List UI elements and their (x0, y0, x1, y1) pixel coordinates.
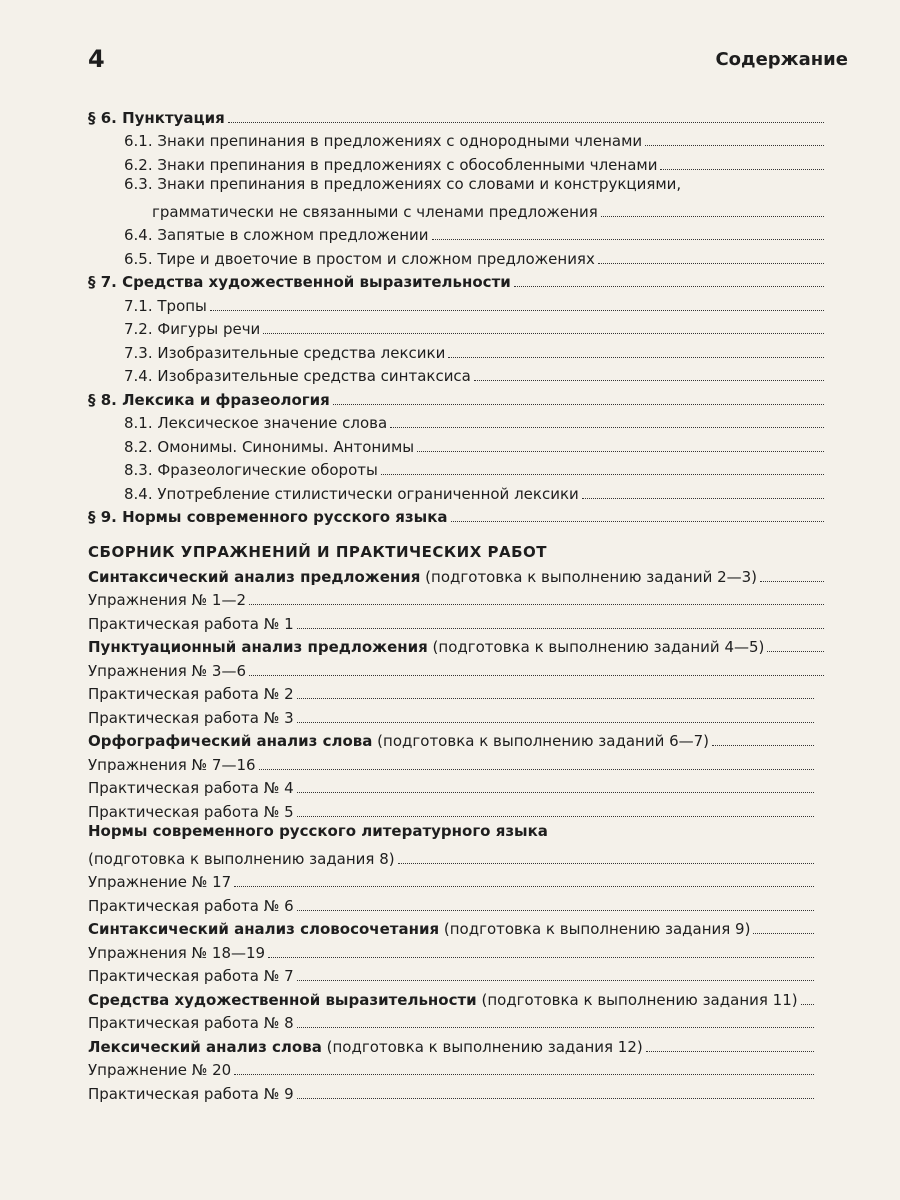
dot-leader (263, 333, 824, 334)
toc-group-note: (подготовка к выполнению заданий 4—5) (427, 638, 765, 656)
dot-leader (767, 651, 824, 652)
toc-group-note: (подготовка к выполнению заданий 6—7) (372, 732, 710, 750)
toc-label: 6.4. Запятые в сложном предложении (124, 226, 429, 244)
dot-leader (249, 675, 824, 676)
toc-group-title: Нормы современного русского литературного языка (88, 821, 548, 840)
toc-label: Практическая работа № 1 (88, 614, 294, 633)
toc-entry (88, 457, 846, 481)
toc-entry (88, 480, 846, 504)
toc-group-note: (подготовка к выполнению заданий 2—3) (420, 567, 758, 586)
toc-group-title: Синтаксический анализ предложения (88, 567, 421, 586)
toc-group-title: Лексический анализ слова (88, 1037, 322, 1056)
toc-label: Упражнения № 7—16 (88, 755, 256, 774)
toc-label: Практическая работа № 9 (88, 1084, 294, 1103)
toc-label: § 7. Средства художественной выразительности (88, 273, 511, 291)
dot-leader (432, 239, 824, 240)
dot-leader (645, 145, 824, 146)
dot-leader (297, 816, 815, 817)
dot-leader (474, 380, 824, 381)
toc-entry-line1 (88, 175, 846, 199)
toc-group (88, 563, 846, 587)
table-of-contents (88, 104, 846, 1104)
dot-leader (582, 498, 824, 499)
collection-heading: СБОРНИК УПРАЖНЕНИЙ И ПРАКТИЧЕСКИХ РАБОТ (88, 543, 548, 561)
toc-entry (88, 587, 846, 611)
dot-leader (297, 910, 815, 911)
toc-group-note: (подготовка к выполнению задания 12) (321, 1037, 643, 1056)
dot-leader (760, 581, 824, 582)
toc-label: Упражнения № 1—2 (88, 591, 247, 609)
toc-section-7 (88, 269, 846, 293)
toc-label: 8.3. Фразеологические обороты (124, 461, 378, 479)
toc-group (88, 1033, 846, 1057)
toc-entry (88, 1080, 846, 1104)
running-title: Содержание (715, 48, 848, 70)
page-header (88, 44, 848, 74)
toc-entry (88, 363, 846, 387)
toc-label: § 6. Пунктуация (88, 108, 225, 127)
dot-leader (297, 1098, 815, 1099)
toc-entry (88, 610, 846, 634)
toc-entry (88, 775, 846, 799)
toc-section-6 (88, 104, 846, 128)
toc-label: Практическая работа № 6 (88, 896, 294, 915)
dot-leader (390, 427, 824, 428)
toc-group-line2 (88, 845, 846, 869)
toc-label: Практическая работа № 2 (88, 685, 294, 703)
toc-entry (88, 1010, 846, 1034)
toc-label: 6.3. Знаки препинания в предложениях со словами и конструкциями, (124, 174, 682, 193)
toc-label: 6.2. Знаки препинания в предложениях с обособленными членами (124, 155, 658, 174)
toc-label: Упражнение № 17 (88, 873, 232, 891)
dot-leader (801, 1004, 815, 1005)
toc-label: § 8. Лексика и фразеология (88, 390, 330, 409)
dot-leader (234, 1074, 814, 1075)
toc-page (817, 0, 846, 1104)
toc-label: 8.1. Лексическое значение слова (124, 414, 388, 432)
toc-entry (88, 410, 846, 434)
dot-leader (297, 792, 815, 793)
toc-entry (88, 681, 846, 705)
dot-leader (297, 1027, 815, 1028)
toc-entry (88, 798, 846, 822)
dot-leader (646, 1051, 815, 1052)
toc-label: Практическая работа № 3 (88, 708, 294, 727)
toc-label: грамматически не связанными с членами предложения (152, 202, 598, 221)
dot-leader (297, 628, 824, 629)
toc-entry (88, 939, 846, 963)
dot-leader (598, 263, 824, 264)
toc-entry (88, 657, 846, 681)
dot-leader (210, 310, 824, 311)
dot-leader (398, 863, 815, 864)
dot-leader (514, 286, 824, 287)
dot-leader (451, 521, 824, 522)
toc-label: 8.2. Омонимы. Синонимы. Антонимы (124, 437, 415, 456)
toc-label: Практическая работа № 7 (88, 967, 294, 985)
dot-leader (333, 404, 824, 405)
toc-group (88, 634, 846, 658)
toc-group-title: Орфографический анализ слова (88, 732, 373, 750)
toc-entry (88, 222, 846, 246)
toc-entry (88, 869, 846, 893)
toc-label: Практическая работа № 4 (88, 779, 294, 797)
dot-leader (228, 122, 824, 123)
toc-entry (88, 751, 846, 775)
dot-leader (234, 886, 814, 887)
toc-group-title: Пунктуационный анализ предложения (88, 638, 428, 656)
toc-entry (88, 704, 846, 728)
dot-leader (297, 722, 815, 723)
toc-entry (88, 151, 846, 175)
toc-entry (88, 316, 846, 340)
toc-entry-line2 (88, 198, 846, 222)
toc-label: 7.3. Изобразительные средства лексики (124, 343, 446, 362)
toc-group-title: Синтаксический анализ словосочетания (88, 920, 440, 938)
page-number: 4 (88, 45, 105, 73)
toc-section-9 (88, 504, 846, 528)
toc-entry (88, 292, 846, 316)
toc-label: 6.1. Знаки препинания в предложениях с однородными членами (124, 132, 643, 150)
toc-entry (88, 963, 846, 987)
toc-label: § 9. Нормы современного русского языка (88, 508, 448, 526)
toc-group (88, 986, 846, 1010)
toc-label: Упражнения № 3—6 (88, 661, 247, 680)
toc-label: 7.4. Изобразительные средства синтаксиса (124, 367, 471, 385)
dot-leader (601, 216, 824, 217)
toc-group-title: Средства художественной выразительности (88, 990, 477, 1009)
toc-label: 6.5. Тире и двоеточие в простом и сложном предложениях (124, 249, 595, 268)
dot-leader (448, 357, 824, 358)
toc-group (88, 916, 846, 940)
toc-label: Упражнение № 20 (88, 1061, 232, 1079)
toc-label: 7.1. Тропы (124, 296, 207, 315)
dot-leader (381, 474, 824, 475)
toc-group (88, 728, 846, 752)
toc-group-note: (подготовка к выполнению задания 8) (88, 849, 395, 868)
toc-entry (88, 339, 846, 363)
toc-entry (88, 433, 846, 457)
toc-group-note: (подготовка к выполнению задания 9) (439, 920, 751, 938)
toc-label: Практическая работа № 8 (88, 1014, 294, 1032)
toc-section-8 (88, 386, 846, 410)
toc-entry (88, 892, 846, 916)
dot-leader (712, 745, 814, 746)
dot-leader (297, 698, 815, 699)
dot-leader (259, 769, 815, 770)
dot-leader (660, 169, 823, 170)
dot-leader (249, 604, 824, 605)
toc-group-note: (подготовка к выполнению задания 11) (476, 990, 798, 1009)
dot-leader (268, 957, 814, 958)
dot-leader (753, 933, 814, 934)
toc-label: Практическая работа № 5 (88, 802, 294, 821)
dot-leader (297, 980, 815, 981)
toc-group-line1 (88, 822, 846, 846)
toc-label: Упражнения № 18—19 (88, 943, 266, 962)
toc-entry (88, 1057, 846, 1081)
toc-label: 7.2. Фигуры речи (124, 320, 261, 338)
dot-leader (417, 451, 824, 452)
toc-entry (88, 245, 846, 269)
toc-entry (88, 128, 846, 152)
toc-label: 8.4. Употребление стилистически ограниченной лексики (124, 484, 579, 503)
